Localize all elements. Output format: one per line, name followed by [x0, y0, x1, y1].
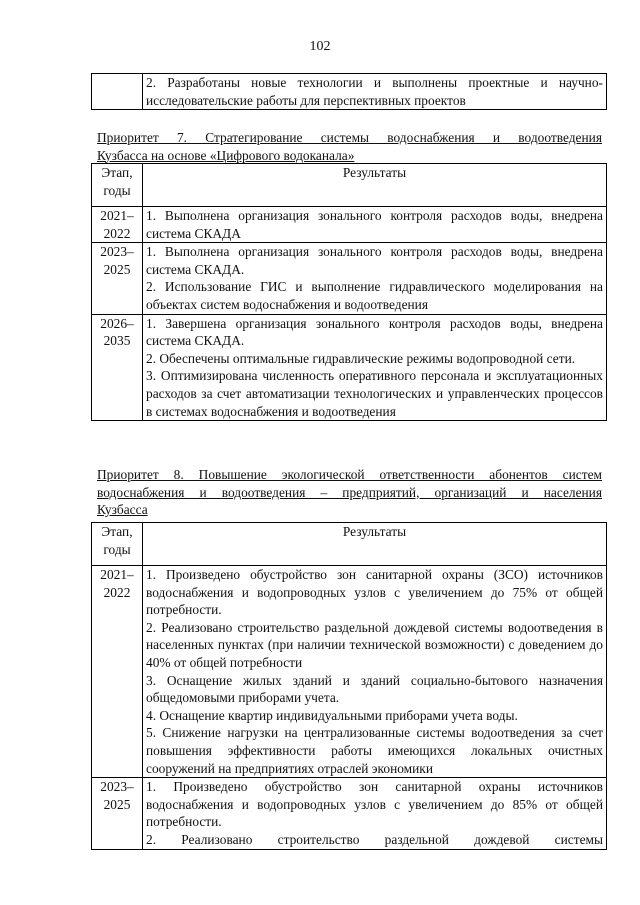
- result-cell: [143, 778, 607, 849]
- result-item: 1. Произведено обустройство зон санитарной охраны (ЗСО) источников водоснабжения и водопроводных узлов с увеличением до 75% от общей потребности.: [146, 567, 603, 618]
- result-item: 2. Реализовано строительство раздельной дождевой системы водоотведения в населенных пунктах (при наличии технической возможности) с доведением до 40% от общей потребности: [146, 619, 603, 670]
- table-row: [92, 778, 607, 849]
- table-row: [92, 74, 607, 110]
- continuation-table: [91, 73, 607, 110]
- results-header: Результаты: [143, 523, 607, 566]
- heading-line: водоснабжения и водоотведения – предприятий, организаций и населения: [97, 484, 602, 500]
- priority-8-heading: [97, 466, 602, 519]
- stage-cell: 2023– 2025: [92, 778, 143, 849]
- result-cell: [143, 314, 607, 421]
- stage-cell: [92, 74, 143, 110]
- result-item: 1. Выполнена организация зонального контроля расходов воды, внедрена система СКАДА: [146, 208, 603, 241]
- priority-7-table: [91, 163, 607, 421]
- result-item: 2. Использование ГИС и выполнение гидравлического моделирования на объектах систем водоснабжения и водоотведения: [146, 279, 603, 312]
- results-header: Результаты: [143, 164, 607, 207]
- result-item: 5. Снижение нагрузки на централизованные системы водоотведения за счет повышения эффективности работы имеющихся локальных очистных сооружений на предприятиях отраслей экономики: [146, 725, 603, 776]
- table-row: [92, 314, 607, 421]
- table-header-row: [92, 523, 607, 566]
- heading-line: Приоритет 8. Повышение экологической ответственности абонентов систем: [97, 467, 602, 482]
- result-item: 1. Выполнена организация зонального контроля расходов воды, внедрена система СКАДА.: [146, 244, 603, 277]
- table-row: [92, 243, 607, 314]
- stage-cell: 2026– 2035: [92, 314, 143, 421]
- result-item: 2. Обеспечены оптимальные гидравлические режимы водопроводной сети.: [146, 350, 576, 366]
- stage-cell: 2021– 2022: [92, 566, 143, 778]
- result-cell: [143, 243, 607, 314]
- stage-cell: 2023– 2025: [92, 243, 143, 314]
- stage-cell: 2021– 2022: [92, 207, 143, 243]
- result-item: 1. Произведено обустройство зон санитарной охраны источников водоснабжения и водопроводных узлов с увеличением до 85% от общей потребности.: [146, 779, 603, 830]
- priority-7-heading: [97, 129, 602, 164]
- result-item: 4. Оснащение квартир индивидуальными приборами учета воды.: [146, 707, 518, 723]
- result-item: 1. Завершена организация зонального контроля расходов воды, внедрена система СКАДА.: [146, 315, 603, 349]
- table-header-row: [92, 164, 607, 207]
- stage-header: Этап, годы: [92, 164, 143, 207]
- table-row: [92, 207, 607, 243]
- result-item: 3. Оптимизирована численность оперативного персонала и эксплуатационных расходов за счет автоматизации технологических и управленческих процессов в системах водоснабжения и водоотведения: [146, 368, 603, 419]
- result-item: 2. Реализовано строительство раздельной дождевой системы: [146, 831, 603, 847]
- heading-line: Приоритет 7. Стратегирование системы водоснабжения и водоотведения: [97, 130, 602, 145]
- heading-line: Кузбасса на основе «Цифрового водоканала»: [97, 147, 355, 163]
- result-item: 3. Оснащение жилых зданий и зданий социально-бытового назначения общедомовыми приборами учета.: [146, 672, 603, 706]
- result-cell: [143, 207, 607, 243]
- page-number: 102: [309, 39, 331, 54]
- result-cell: [143, 566, 607, 778]
- result-cell: [143, 74, 607, 110]
- table-row: [92, 566, 607, 778]
- priority-8-table: [91, 522, 607, 850]
- result-item: 2. Разработаны новые технологии и выполнены проектные и научно-исследовательские работы для перспективных проектов: [146, 75, 603, 108]
- heading-line: Кузбасса: [97, 502, 148, 518]
- stage-header: Этап, годы: [92, 523, 143, 566]
